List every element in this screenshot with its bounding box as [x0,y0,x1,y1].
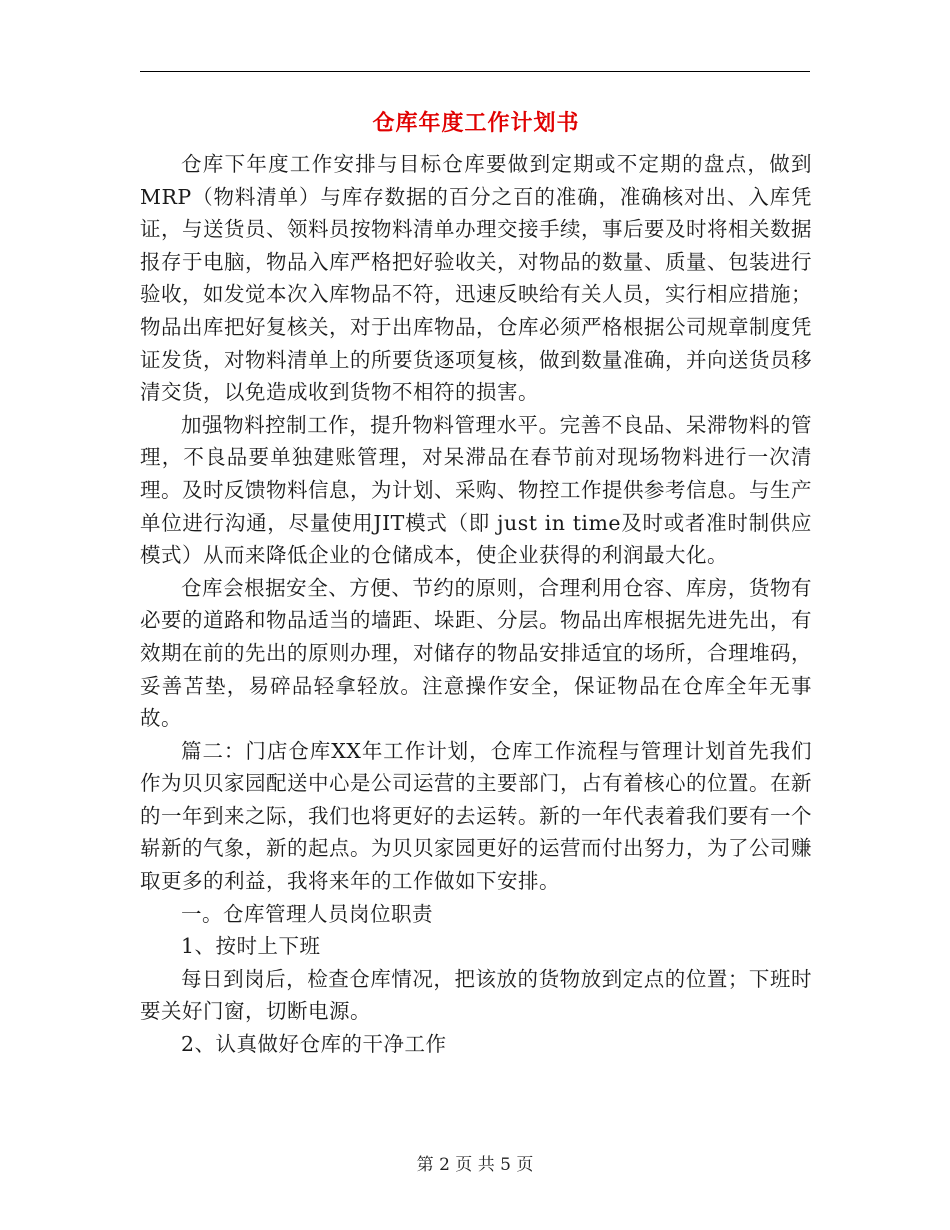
paragraph-storage-principles: 仓库会根据安全、方便、节约的原则，合理利用仓容、库房，货物有必要的道路和物品适当的墙距、垛距、分层。物品出库根据先进先出，有效期在前的先出的原则办理，对储存的物品安排适宜的场所，合理堆码，妥善苫垫，易碎品轻拿轻放。注意操作安全，保证物品在仓库全年无事故。 [140,575,812,731]
document-title: 仓库年度工作计划书 [372,111,580,136]
paragraph-inventory-plan: 仓库下年度工作安排与目标仓库要做到定期或不定期的盘点，做到MRP（物料清单）与库存数据的百分之百的准确，准确核对出、入库凭证，与送货员、领料员按物料清单办理交接手续，事后要及时将相关数据报存于电脑，物品入库严格把好验收关，对物品的数量、质量、包装进行验收，如发觉本次入库物品不符，迅速反映给有关人员，实行相应措施；物品出库把好复核关，对于出库物品，仓库必须严格根据公司规章制度凭证发货，对物料清单上的所要货逐项复核，做到数量准确，并向送货员移清交货，以免造成收到货物不相符的损害。 [140,152,812,405]
item-heading-on-time: 1、按时上下班 [181,934,321,959]
paragraph-part-two: 篇二：门店仓库XX年工作计划，仓库工作流程与管理计划首先我们作为贝贝家园配送中心是公司运营的主要部门，占有着核心的位置。在新的一年到来之际，我们也将更好的去运转。新的一年代表着我们要有一个崭新的气象，新的起点。为贝贝家园更好的运营而付出努力，为了公司赚取更多的利益，我将来年的工作做如下安排。 [140,738,812,894]
header-rule [140,71,810,72]
item-heading-cleaning: 2、认真做好仓库的干净工作 [181,1032,447,1057]
page-footer: 第 2 页 共 5 页 [416,1155,534,1175]
paragraph-daily-check: 每日到岗后，检查仓库情况，把该放的货物放到定点的位置；下班时要关好门窗，切断电源。 [140,966,812,1024]
paragraph-material-control: 加强物料控制工作，提升物料管理水平。完善不良品、呆滞物料的管理，不良品要单独建账管理，对呆滞品在春节前对现场物料进行一次清理。及时反馈物料信息，为计划、采购、物控工作提供参考信息。与生产单位进行沟通，尽量使用JIT模式（即 just in time及时或者准时制供应模式）从而来降低企业的仓储成本，使企业获得的利润最大化。 [140,412,812,568]
section-heading-duties: 一。仓库管理人员岗位职责 [181,901,433,926]
document-body [140,104,812,1061]
